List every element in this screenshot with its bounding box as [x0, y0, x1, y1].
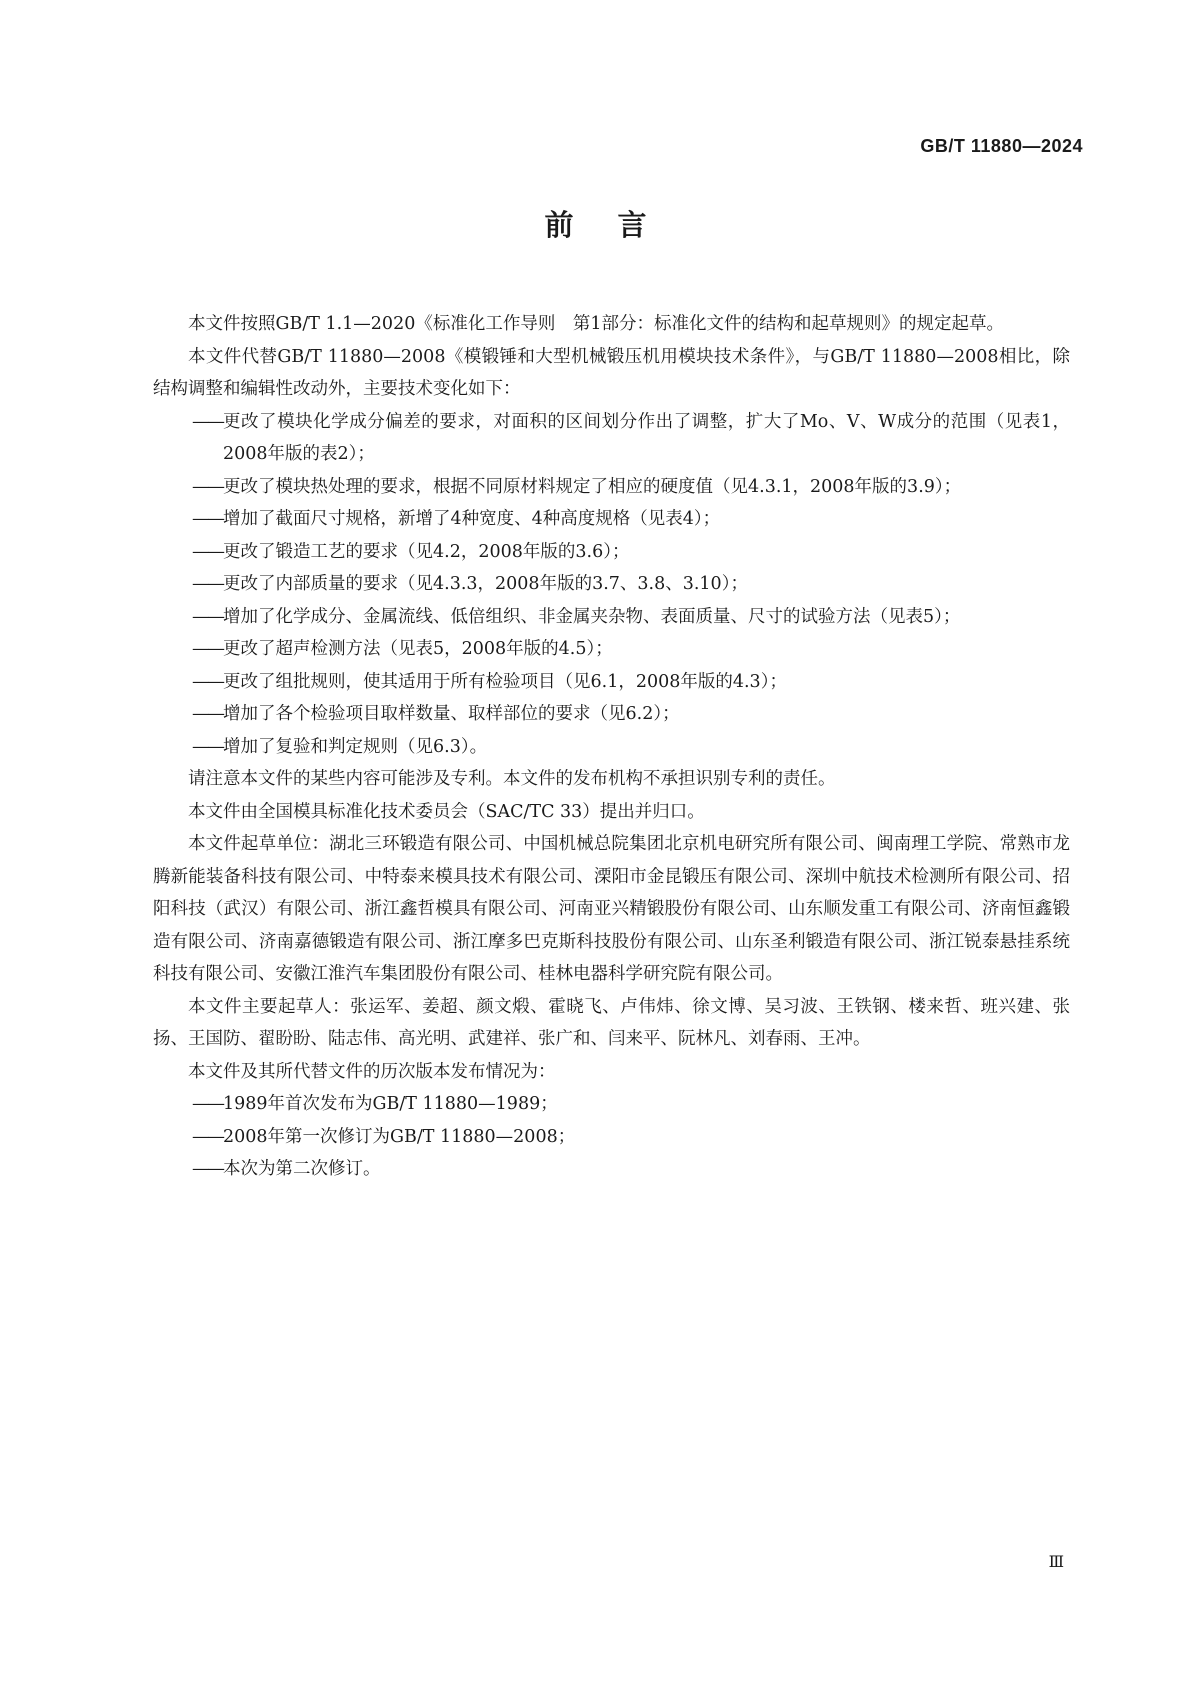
change-item: —— 更改了内部质量的要求（见4.3.3，2008年版的3.7、3.8、3.10）；: [153, 568, 1070, 601]
change-item: —— 增加了复验和判定规则（见6.3）。: [153, 731, 1070, 764]
change-item: —— 增加了截面尺寸规格，新增了4种宽度、4种高度规格（见表4）；: [153, 503, 1070, 536]
history-item: —— 1989年首次发布为GB/T 11880—1989；: [153, 1088, 1070, 1121]
change-item: —— 更改了模块化学成分偏差的要求，对面积的区间划分作出了调整，扩大了Mo、V、W成分的范围（见表1，2008年版的表2）；: [153, 406, 1070, 471]
change-item: —— 更改了锻造工艺的要求（见4.2，2008年版的3.6）；: [153, 536, 1070, 569]
standard-code: GB/T 11880—2024: [920, 136, 1083, 156]
change-item: —— 增加了各个检验项目取样数量、取样部位的要求（见6.2）；: [153, 698, 1070, 731]
change-item: —— 更改了超声检测方法（见表5，2008年版的4.5）；: [153, 633, 1070, 666]
proposer-paragraph: 本文件由全国模具标准化技术委员会（SAC/TC 33）提出并归口。: [188, 801, 705, 822]
history-item: —— 本次为第二次修订。: [153, 1153, 1070, 1186]
page-title: 前言: [544, 208, 691, 242]
drafters-paragraph: 本文件主要起草人：张运军、姜超、颜文煅、霍晓飞、卢伟炜、徐文博、吴习波、王铁钢、楼来哲、班兴建、张扬、王国防、翟盼盼、陆志伟、高光明、武建祥、张广和、闫来平、阮林凡、刘春雨、王冲。: [153, 996, 1070, 1049]
change-item: —— 增加了化学成分、金属流线、低倍组织、非金属夹杂物、表面质量、尺寸的试验方法（见表5）；: [153, 601, 1070, 634]
drafting-basis-paragraph: 本文件按照GB/T 1.1—2020《标准化工作导则 第1部分：标准化文件的结构和起草规则》的规定起草。: [188, 314, 1004, 334]
drafting-units-paragraph: 本文件起草单位：湖北三环锻造有限公司、中国机械总院集团北京机电研究所有限公司、闽南理工学院、常熟市龙腾新能装备科技有限公司、中特泰来模具技术有限公司、溧阳市金昆锻压有限公司、深圳中航技术检测所有限公司、招阳科技（武汉）有限公司、浙江鑫哲模具有限公司、河南亚兴精锻股份有限公司、山东顺发重工有限公司、济南恒鑫锻造有限公司、济南嘉德锻造有限公司、浙江摩多巴克斯科技股份有限公司、山东圣利锻造有限公司、浙江锐泰悬挂系统科技有限公司、安徽江淮汽车集团股份有限公司、桂林电器科学研究院有限公司。: [153, 834, 1070, 984]
change-item: —— 更改了组批规则，使其适用于所有检验项目（见6.1，2008年版的4.3）；: [153, 666, 1070, 699]
replacement-paragraph: 本文件代替GB/T 11880—2008《模锻锤和大型机械锻压机用模块技术条件》，与GB/T 11880—2008相比，除结构调整和编辑性改动外，主要技术变化如下：: [153, 346, 1070, 399]
history-intro: 本文件及其所代替文件的历次版本发布情况为：: [188, 1061, 556, 1082]
change-item: —— 更改了模块热处理的要求，根据不同原材料规定了相应的硬度值（见4.3.1，2008年版的3.9）；: [153, 471, 1070, 504]
history-item: —— 2008年第一次修订为GB/T 11880—2008；: [153, 1121, 1070, 1154]
patent-notice: 请注意本文件的某些内容可能涉及专利。本文件的发布机构不承担识别专利的责任。: [188, 769, 836, 789]
document-body: [153, 308, 1070, 1186]
page-number: Ⅲ: [1048, 1552, 1064, 1571]
